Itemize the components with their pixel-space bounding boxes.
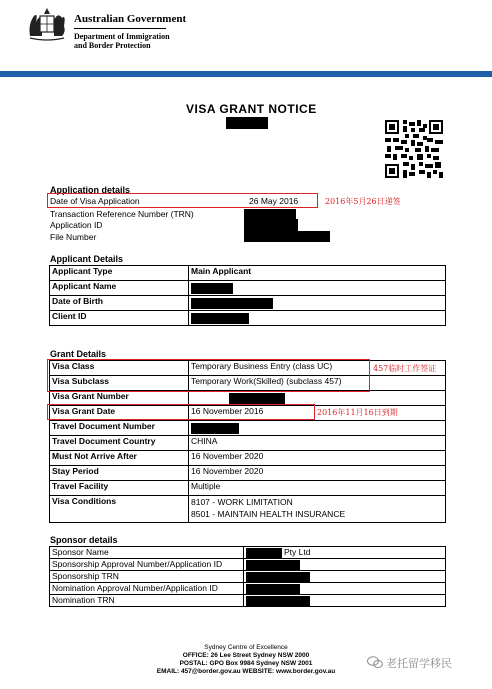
grant-label: Visa Subclass bbox=[50, 376, 189, 391]
app-label-id: Application ID bbox=[50, 220, 103, 230]
wechat-icon bbox=[367, 656, 383, 669]
qr-code bbox=[385, 120, 443, 178]
sponsor-value bbox=[244, 595, 446, 607]
applicant-table bbox=[49, 265, 446, 326]
grant-label: Visa Grant Date bbox=[50, 406, 189, 421]
table-row bbox=[50, 571, 446, 583]
redaction bbox=[191, 423, 239, 434]
sponsor-table bbox=[49, 546, 446, 607]
application-details-heading: Application details bbox=[50, 185, 131, 195]
footer-office-name: Sydney Centre of Excellence bbox=[204, 644, 288, 651]
footer-office-address: OFFICE: 26 Lee Street Sydney NSW 2000 bbox=[182, 652, 310, 659]
grant-label: Visa Class bbox=[50, 361, 189, 376]
applicant-value bbox=[189, 311, 446, 326]
grant-value bbox=[189, 496, 446, 523]
table-row bbox=[50, 559, 446, 571]
header-divider bbox=[74, 28, 166, 29]
redaction bbox=[191, 298, 273, 309]
page-title: VISA GRANT NOTICE bbox=[186, 102, 317, 116]
coat-of-arms-icon bbox=[22, 6, 72, 46]
redaction bbox=[246, 584, 300, 594]
app-value-date: 26 May 2016 bbox=[249, 196, 299, 206]
table-row bbox=[50, 481, 446, 496]
redaction bbox=[191, 313, 249, 324]
table-row bbox=[50, 451, 446, 466]
sponsor-details-heading: Sponsor details bbox=[50, 535, 118, 545]
sponsor-value bbox=[244, 583, 446, 595]
table-row bbox=[50, 583, 446, 595]
app-label-trn: Transaction Reference Number (TRN) bbox=[50, 209, 194, 219]
redaction bbox=[244, 219, 298, 231]
table-row bbox=[50, 311, 446, 326]
app-label-date: Date of Visa Application bbox=[50, 196, 140, 206]
table-row bbox=[50, 436, 446, 451]
sponsor-label: Sponsorship TRN bbox=[50, 571, 244, 583]
footer-postal-address: POSTAL: GPO Box 9984 Sydney NSW 2001 bbox=[179, 660, 313, 667]
table-row bbox=[50, 547, 446, 559]
sponsor-name-suffix: Pty Ltd bbox=[284, 547, 311, 557]
grant-label: Travel Facility bbox=[50, 481, 189, 496]
highlight-box bbox=[47, 193, 318, 208]
applicant-label: Client ID bbox=[50, 311, 189, 326]
government-name: Australian Government bbox=[74, 13, 187, 25]
app-label-file: File Number bbox=[50, 232, 97, 242]
table-row bbox=[50, 421, 446, 436]
applicant-label: Applicant Name bbox=[50, 281, 189, 296]
applicant-value bbox=[189, 281, 446, 296]
grant-value: Multiple bbox=[189, 481, 446, 496]
footer-contact: EMAIL: 457@border.gov.au WEBSITE: www.border.gov.au bbox=[156, 668, 336, 675]
visa-condition: 8501 - MAINTAIN HEALTH INSURANCE bbox=[191, 509, 346, 519]
grant-value: Temporary Work(Skilled) (subclass 457) bbox=[189, 376, 446, 391]
grant-value: 16 November 2020 bbox=[189, 466, 446, 481]
applicant-label: Applicant Type bbox=[50, 266, 189, 281]
grant-label: Travel Document Number bbox=[50, 421, 189, 436]
redaction bbox=[246, 596, 310, 606]
sponsor-label: Nomination Approval Number/Application ID bbox=[50, 583, 244, 595]
table-row bbox=[50, 595, 446, 607]
redaction bbox=[246, 548, 282, 558]
visa-condition: 8107 - WORK LIMITATION bbox=[191, 497, 293, 507]
sponsor-label: Nomination TRN bbox=[50, 595, 244, 607]
table-row bbox=[50, 281, 446, 296]
qr-code-icon bbox=[385, 120, 443, 178]
annotation-application-date: 2016年5月26日递签 bbox=[325, 197, 401, 206]
applicant-label: Date of Birth bbox=[50, 296, 189, 311]
grant-label: Travel Document Country bbox=[50, 436, 189, 451]
grant-value bbox=[189, 421, 446, 436]
grant-label: Visa Conditions bbox=[50, 496, 189, 523]
redaction bbox=[191, 283, 233, 294]
table-row bbox=[50, 266, 446, 281]
grant-label: Must Not Arrive After bbox=[50, 451, 189, 466]
redaction bbox=[244, 231, 330, 242]
grant-value: 16 November 2020 bbox=[189, 451, 446, 466]
department-line-2: and Border Protection bbox=[74, 41, 151, 50]
redaction bbox=[244, 209, 296, 219]
department-line-1: Department of Immigration bbox=[74, 32, 170, 41]
watermark-text: 老托留学移民 bbox=[386, 657, 452, 670]
redaction bbox=[246, 560, 300, 570]
redaction bbox=[229, 393, 285, 404]
sponsor-value bbox=[244, 547, 446, 559]
highlight-box bbox=[47, 404, 315, 420]
grant-value: CHINA bbox=[189, 436, 446, 451]
table-row bbox=[50, 466, 446, 481]
table-row bbox=[50, 496, 446, 523]
government-crest bbox=[22, 6, 72, 46]
annotation-visa-class: 457临时工作签证 bbox=[373, 364, 437, 373]
annotation-grant-date: 2016年11月16日到期 bbox=[317, 408, 398, 417]
grant-label: Visa Grant Number bbox=[50, 391, 189, 406]
applicant-details-heading: Applicant Details bbox=[50, 254, 124, 264]
table-row bbox=[50, 296, 446, 311]
grant-value: Temporary Business Entry (class UC) bbox=[189, 361, 446, 376]
highlight-box bbox=[47, 359, 370, 392]
grant-label: Stay Period bbox=[50, 466, 189, 481]
header-bar bbox=[0, 71, 492, 77]
sponsor-label: Sponsor Name bbox=[50, 547, 244, 559]
grant-details-heading: Grant Details bbox=[50, 349, 107, 359]
redaction bbox=[246, 572, 310, 582]
grant-value: 16 November 2016 bbox=[189, 406, 446, 421]
applicant-value: Main Applicant bbox=[189, 266, 446, 281]
redaction bbox=[226, 117, 268, 129]
sponsor-value bbox=[244, 571, 446, 583]
sponsor-value bbox=[244, 559, 446, 571]
applicant-value bbox=[189, 296, 446, 311]
sponsor-label: Sponsorship Approval Number/Application ID bbox=[50, 559, 244, 571]
